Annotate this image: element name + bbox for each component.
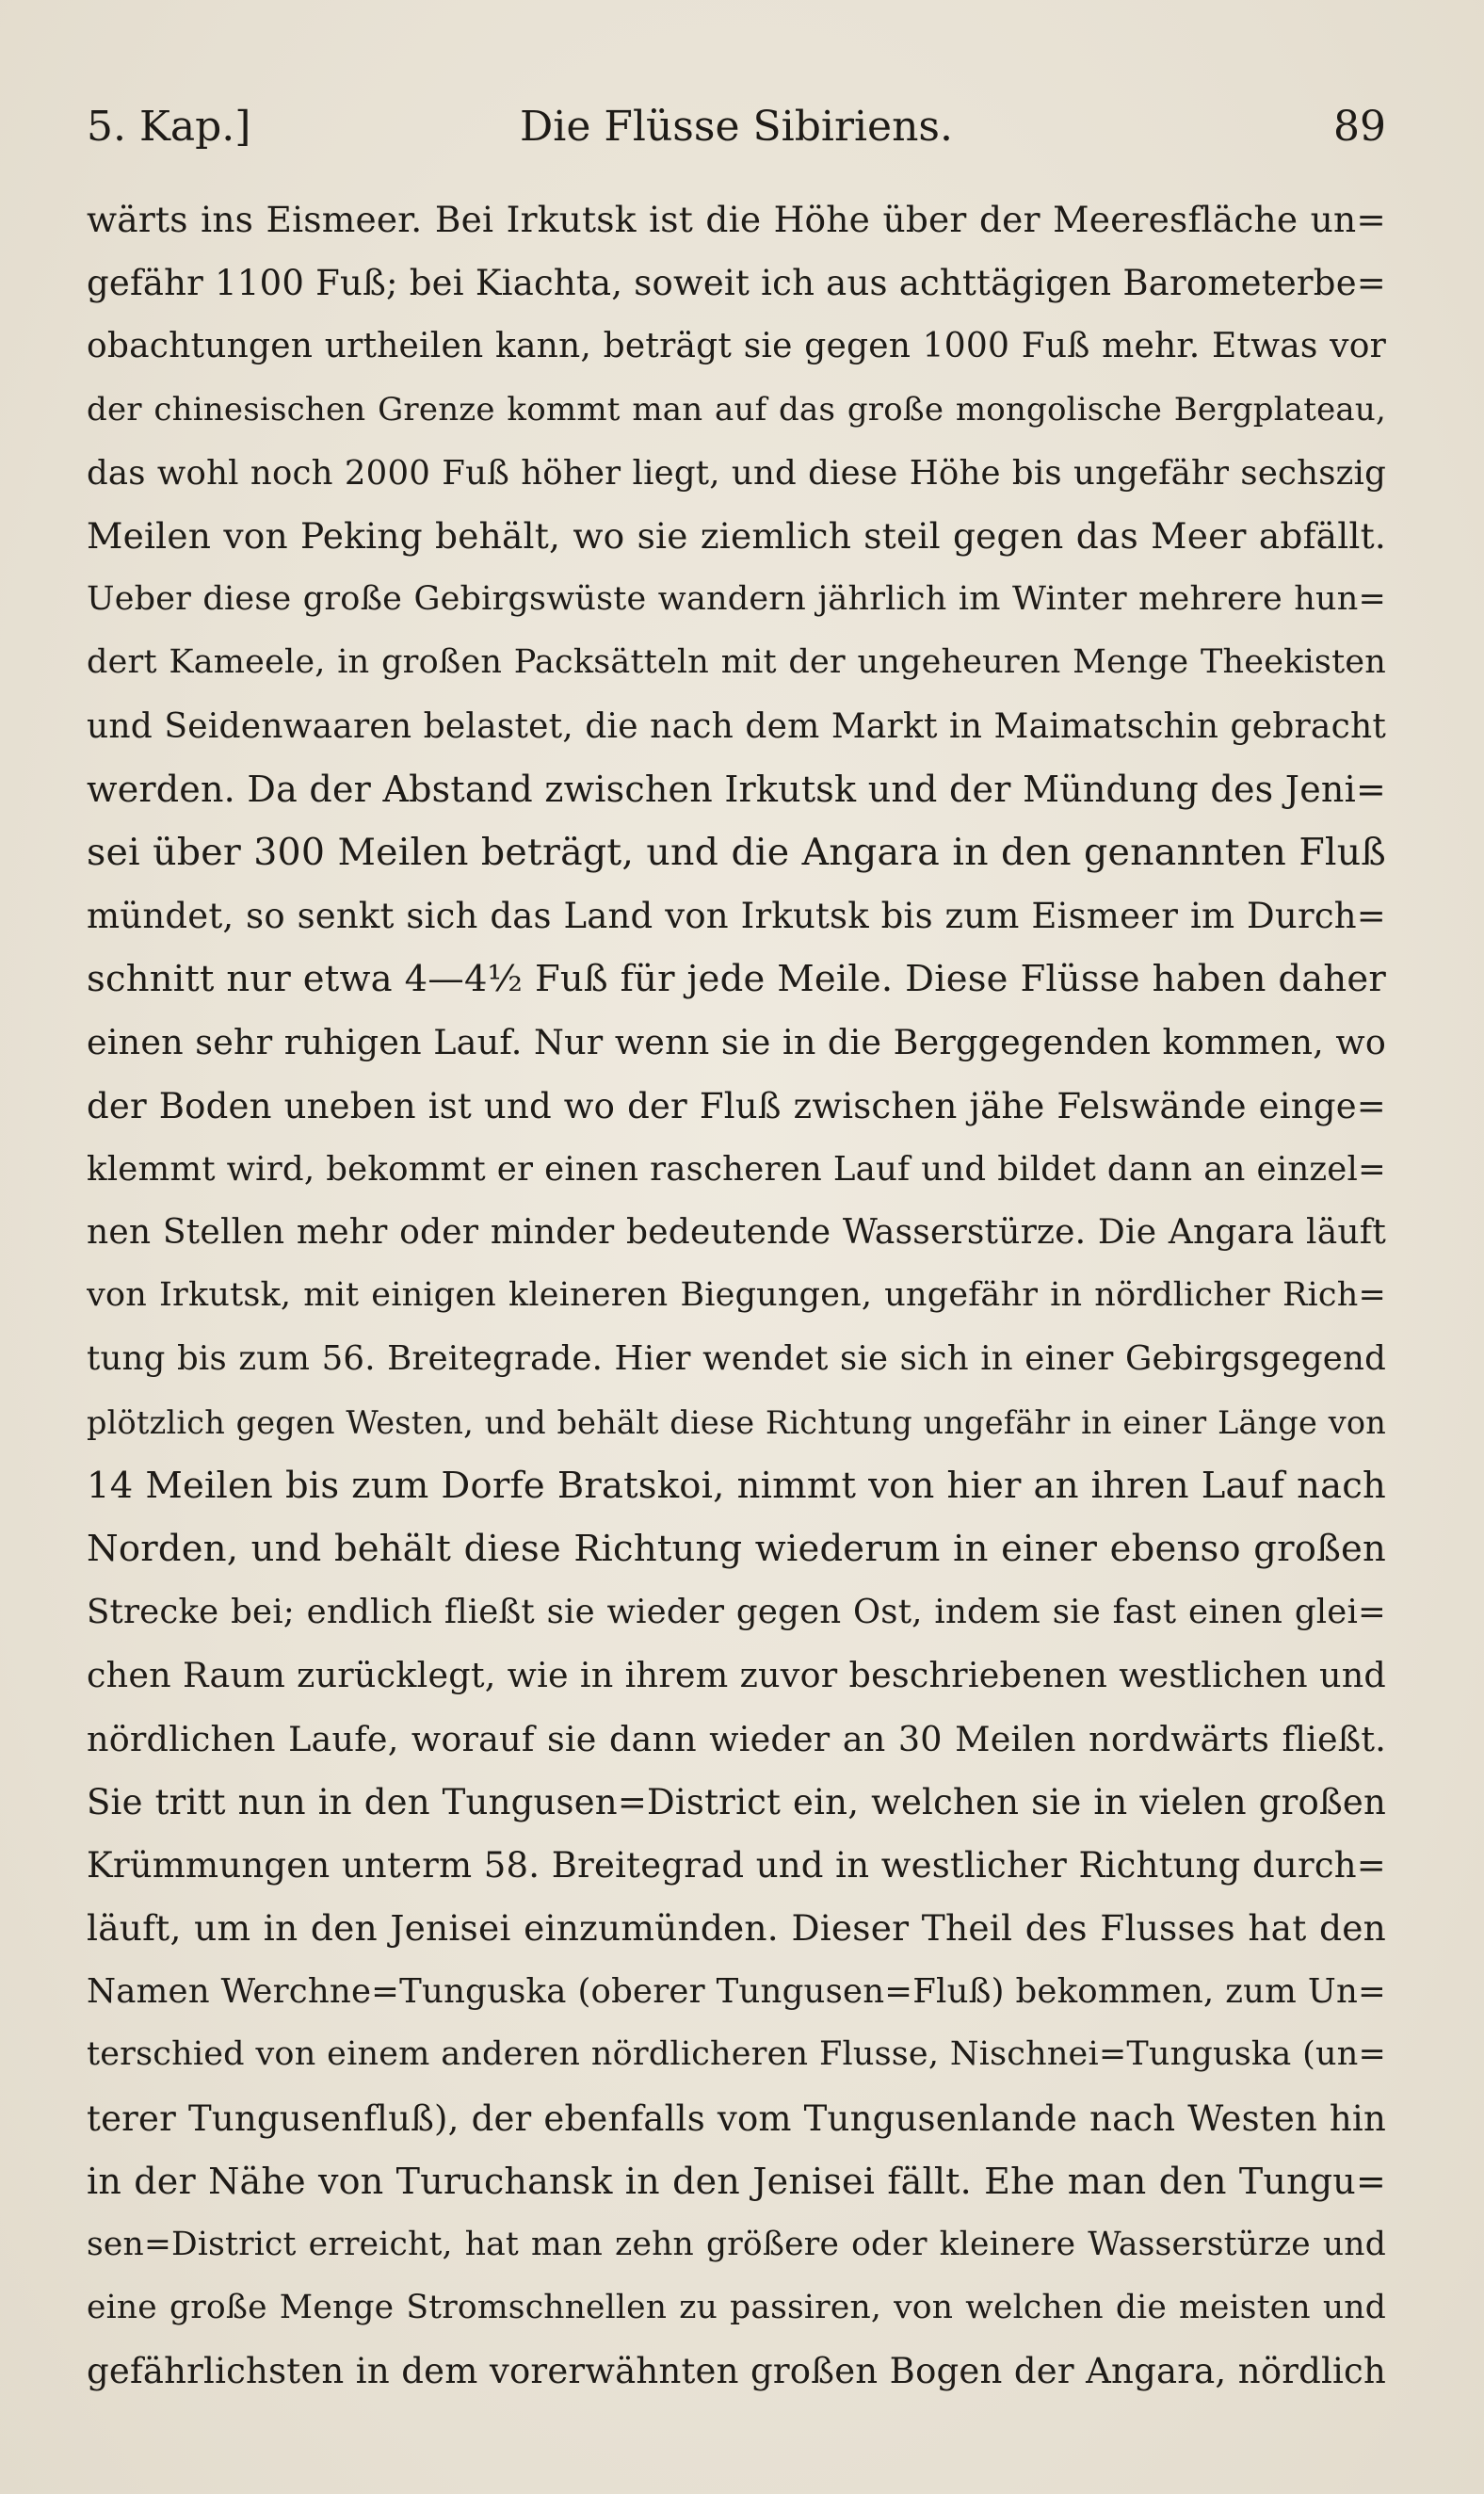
text-line: tung bis zum 56. Breitegrade. Hier wendet sie sich in einer Gebirgsgegend	[87, 1339, 1386, 1379]
chapter-label: 5. Kap.]	[87, 103, 251, 151]
text-line: 14 Meilen bis zum Dorfe Bratskoi, nimmt von hier an ihren Lauf nach	[87, 1464, 1386, 1507]
text-line: mündet, so senkt sich das Land von Irkutsk bis zum Eismeer im Durch=	[87, 896, 1386, 937]
text-line: Krümmungen unterm 58. Breitegrad und in westlicher Richtung durch=	[87, 1844, 1386, 1886]
text-line: terer Tungusenfluß), der ebenfalls vom Tungusenlande nach Westen hin	[87, 2097, 1386, 2139]
text-line: das wohl noch 2000 Fuß höher liegt, und diese Höhe bis ungefähr sechszig	[87, 453, 1386, 493]
text-line: eine große Menge Stromschnellen zu passiren, von welchen die meisten und	[87, 2289, 1386, 2327]
text-line: schnitt nur etwa 4—4½ Fuß für jede Meile. Diese Flüsse haben daher	[87, 958, 1386, 1001]
text-line: Strecke bei; endlich fließt sie wieder gegen Ost, indem sie fast einen glei=	[87, 1593, 1386, 1632]
text-line: sei über 300 Meilen beträgt, und die Angara in den genannten Fluß	[87, 830, 1386, 874]
text-line: Norden, und behält diese Richtung wiederum in einer ebenso großen	[87, 1527, 1386, 1570]
text-line: sen=District erreicht, hat man zehn größere oder kleinere Wasserstürze und	[87, 2226, 1386, 2263]
text-line: klemmt wird, bekommt er einen rascheren Lauf und bildet dann an einzel=	[87, 1149, 1386, 1189]
running-header	[87, 94, 1386, 160]
text-line: obachtungen urtheilen kann, beträgt sie gegen 1000 Fuß mehr. Etwas vor	[87, 327, 1386, 366]
text-line: der chinesischen Grenze kommt man auf das große mongolische Bergplateau,	[87, 390, 1386, 429]
text-line: der Boden uneben ist und wo der Fluß zwischen jähe Felswände einge=	[87, 1085, 1386, 1126]
text-line: und Seidenwaaren belastet, die nach dem Markt in Maimatschin gebracht	[87, 706, 1386, 746]
text-line: nen Stellen mehr oder minder bedeutende Wasserstürze. Die Angara läuft	[87, 1213, 1386, 1252]
text-line: terschied von einem anderen nördlicheren Flusse, Nischnei=Tunguska (un=	[87, 2035, 1386, 2074]
text-line: plötzlich gegen Westen, und behält diese Richtung ungefähr in einer Länge von	[87, 1403, 1386, 1441]
text-line: werden. Da der Abstand zwischen Irkutsk und der Mündung des Jeni=	[87, 768, 1386, 810]
body-text	[87, 188, 1386, 2404]
text-line: Ueber diese große Gebirgswüste wandern jährlich im Winter mehrere hun=	[87, 580, 1386, 619]
text-line: chen Raum zurücklegt, wie in ihrem zuvor beschriebenen westlichen und	[87, 1655, 1386, 1696]
text-line: einen sehr ruhigen Lauf. Nur wenn sie in die Berggegenden kommen, wo	[87, 1022, 1386, 1063]
text-line: Sie tritt nun in den Tungusen=District ein, welchen sie in vielen großen	[87, 1781, 1386, 1822]
text-line: Meilen von Peking behält, wo sie ziemlich steil gegen das Meer abfällt.	[87, 514, 1386, 557]
text-line: Namen Werchne=Tunguska (oberer Tungusen=Fluß) bekommen, zum Un=	[87, 1972, 1386, 2012]
text-line: gefähr 1100 Fuß; bei Kiachta, soweit ich aus achttägigen Barometerbe=	[87, 263, 1386, 304]
running-title: Die Flüsse Sibiriens.	[519, 103, 953, 151]
text-line: nördlichen Laufe, worauf sie dann wieder an 30 Meilen nordwärts fließt.	[87, 1718, 1386, 1759]
page-number: 89	[1333, 103, 1386, 151]
text-line: von Irkutsk, mit einigen kleineren Biegungen, ungefähr in nördlicher Rich=	[87, 1276, 1386, 1315]
text-line: wärts ins Eismeer. Bei Irkutsk ist die Höhe über der Meeresfläche un=	[87, 199, 1386, 240]
text-line: läuft, um in den Jenisei einzumünden. Dieser Theil des Flusses hat den	[87, 1907, 1386, 1950]
text-line: gefährlichsten in dem vorerwähnten großen Bogen der Angara, nördlich	[87, 2351, 1386, 2392]
text-line: in der Nähe von Turuchansk in den Jenisei fällt. Ehe man den Tungu=	[87, 2160, 1386, 2202]
text-line: dert Kameele, in großen Packsätteln mit der ungeheuren Menge Theekisten	[87, 643, 1386, 682]
